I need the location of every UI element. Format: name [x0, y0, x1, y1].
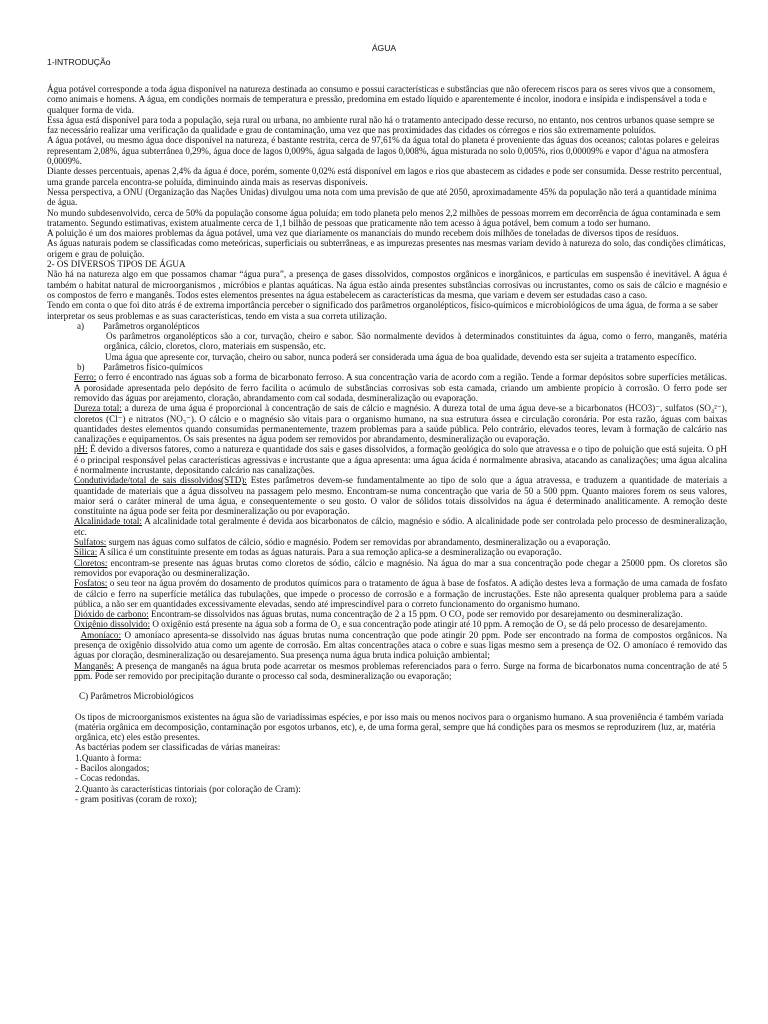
- physicochemical-term: Manganês:: [74, 660, 114, 671]
- physicochemical-list: [47, 372, 727, 681]
- physicochemical-term: Sulfatos:: [74, 537, 107, 548]
- micro-paragraph: Os tipos de microorganismos existentes na água são de variadíssimas espécies, e por isso mais ou menos nocivos para o organismo humano. A sua proveniência é também variada (matéria orgânica em decomposição, contaminação por esgotos urbanos, etc), e, de uma forma geral, sempre que há condições para os mesmos se reproduzirem (luz, ar, matéria orgânica, etc) eles estão presentes.: [75, 711, 724, 743]
- physicochemical-item: [74, 619, 727, 629]
- physicochemical-item: [74, 372, 727, 403]
- item-b: [47, 362, 727, 372]
- physicochemical-item: [74, 661, 727, 682]
- physicochemical-term: Alcalinidade total:: [74, 516, 142, 527]
- spacer: [47, 702, 727, 712]
- physicochemical-text: o ferro é encontrado nas águas sob a forma de bicarbonato ferroso. A sua concentração varia de acordo com a região. Tende a formar depósitos sobre superfícies metálicas. A porosidade apresentada pelo depósito de ferro facilita o acúmulo de substâncias corrosivas sob esta camada, criando um ambiente propício à corrosão. O ferro pode ser removido das águas por arejamento, cloração, abrandamento com cal sodada, desmineralização ou evaporação.: [74, 372, 727, 403]
- physicochemical-term: Sílica:: [74, 547, 98, 558]
- physicochemical-item: [74, 578, 727, 609]
- micro-line: 2.Quanto às características tintoriais (por coloração de Cram):: [75, 783, 301, 794]
- physicochemical-text: Encontram-se dissolvidos nas águas brutas, numa concentração de 2 a 15 ppm. O CO₂ pode ser removido por desarejamento ou desmineralização.: [148, 609, 683, 620]
- item-a-text: [47, 331, 727, 352]
- physicochemical-text: O oxigênio está presente na água sob a forma de O₂ e sua concentração pode atingir até 10 ppm. A remoção de O₂ se dá pelo processo de desarejamento.: [150, 619, 708, 630]
- item-b-label: b): [77, 362, 85, 373]
- micro-line: 1.Quanto à forma:: [75, 752, 142, 763]
- intro-paragraph: Diante desses percentuais, apenas 2,4% da água é doce, porém, somente 0,02% está disponível em lagos e rios que abastecem as cidades e pode ser consumida. Desse restrito percentual, uma grande parcela encontra-se poluída, diminuindo ainda mais as reservas disponíveis.: [47, 166, 722, 187]
- physicochemical-item: [74, 558, 727, 579]
- intro-paragraph: No mundo subdesenvolvido, cerca de 50% da população consome água poluída; em todo planeta pelo menos 2,2 milhões de pessoas morrem em decorrência de água contaminada e sem tratamento. Segundo estimativas, existem atualmente cerca de 1,1 bilhão de pessoas que praticamente não tem acesso à água potável, bem comum a todo ser humano.: [47, 207, 721, 228]
- physicochemical-text: encontram-se presente nas águas brutas como cloretos de sódio, cálcio e magnésio. Na água do mar a sua concentração pode chegar a 25000 ppm. Os cloretos são removidos por evaporação ou desmineralização.: [74, 557, 727, 578]
- document-title: ÁGUA: [371, 43, 397, 53]
- item-a-text-2: Uma água que apresente cor, turvação, cheiro ou sabor, nunca poderá ser considerada uma água de boa qualidade, devendo esta ser sujeita a tratamento específico.: [105, 351, 697, 362]
- physicochemical-term: pH:: [74, 444, 88, 455]
- physicochemical-text: Estes parâmetros devem-se fundamentalmente ao tipo de solo que a água atravessa, e traduzem a quantidade de materiais a quantidade de materiais que a água dissolveu na passagem pelo mesmo. Encontram-se numa concentração que varia de 50 a 500 ppm. Quanto maiores forem os seus valores, maior será o caráter mineral de uma água, e consequentemente o seu gosto. O valor de sólidos totais dissolvidos na água é determinado analiticamente. A remoção deste constituinte na água pode ser feita por desmineralização ou por evaporação.: [74, 475, 727, 517]
- physicochemical-item: [74, 547, 727, 557]
- item-b-title: Parâmetros físico-químicos: [103, 362, 203, 373]
- types-paragraph: Não há na natureza algo em que possamos chamar “água pura”, a presença de gases dissolvidos, compostos orgânicos e inorgânicos, e partículas em suspensão é inevitável. A água é também o habitat natural de microorganismos , micróbios e plantas aquáticas. Na água estão ainda presentes substâncias corrosivas ou incrustantes, como os sais de cálcio e magnésio e os compostos de ferro e manganês. Todos estes elementos presentes na água estabelecem as características da mesma, que variam e devem ser estudadas caso a caso.: [47, 269, 727, 300]
- physicochemical-text: O amoníaco apresenta-se dissolvido nas águas brutas numa concentração que pode atingir 20 ppm. Pode ser encontrado na forma de compostos orgânicos. Na presença de oxigênio dissolvido atua como um agente de corrosão. Em altas concentrações ataca o cobre e suas ligas mesmo sem a presença de O2. O amoníaco é removido das águas por cloração, desmineralização ou desarejamento. Sua presença numa água bruta indica poluição ambiental;: [74, 629, 727, 661]
- physicochemical-text: surgem nas águas como sulfatos de cálcio, sódio e magnésio. Podem ser removidas por abrandamento, desmineralização ou a evaporação.: [106, 537, 611, 548]
- heading-microbiological: C) Parâmetros Microbiológicos: [79, 691, 194, 702]
- physicochemical-item: [74, 403, 727, 444]
- item-a: [47, 321, 727, 331]
- physicochemical-item: [74, 630, 727, 661]
- physicochemical-text: É devido a diversos fatores, como a natureza e quantidade dos sais e gases dissolvidos, a formação geológica do solo que atravessa e o tipo de poluição que está sujeita. O pH é o principal responsável pelas características agressivas e incrustante que a água apresenta: uma água ácida é normalmente abrasiva, atacando as canalizações; uma água alcalina é normalmente incrustante, depositando calcário nas canalizações.: [74, 444, 727, 475]
- physicochemical-item: [74, 516, 727, 537]
- physicochemical-term: Amoníaco:: [80, 629, 121, 640]
- physicochemical-term: Dióxido de carbono:: [74, 609, 149, 620]
- physicochemical-term: Dureza total:: [74, 403, 122, 414]
- physicochemical-term: Condutividade/total de sais dissolvidos(STD):: [74, 475, 247, 486]
- physicochemical-text: A presença de manganês na água bruta pode acarretar os mesmos problemas referenciados para o ferro. Surge na forma de bicarbonatos numa concentração de até 5 ppm. Pode ser removido por precipitação durante o processo cal soda, desmineralização ou evaporação;: [74, 660, 727, 681]
- item-a-label: a): [77, 320, 85, 331]
- micro-line: As bactérias podem ser classificadas de várias maneiras:: [75, 742, 281, 753]
- micro-line: - gram positivas (coram de roxo);: [75, 793, 197, 804]
- physicochemical-term: Ferro:: [74, 372, 97, 383]
- physicochemical-text: A alcalinidade total geralmente é devida aos bicarbonatos de cálcio, magnésio e sódio. A alcalinidade pode ser controlada pelo processo de desmineralização, etc.: [74, 516, 728, 537]
- micro-line: - Bacilos alongados;: [75, 763, 150, 773]
- physicochemical-text: a dureza de uma água é proporcional à concentração de sais de cálcio e magnésio. A dureza total de uma água deve-se a bicarbonatos (HCO3)⁻, sulfatos (SO₄²⁻), cloretos (Cl⁻) e nitratos (NO₃⁻). O cálcio e o magnésio são vitais para o organismo humano, na sua estrutura óssea e circulação coronária. Por esta razão, águas com baixas quantidades destes elementos quando consumidas permanentemente, trazem problemas para a saúde pública. Pelo contrário, elevados teores, levam à formação de calcário nas canalizações e equipamentos. Os sais presentes na água podem ser removidos por abrandamento, desmineralização ou evaporação.: [74, 403, 727, 445]
- physicochemical-term: Cloretos:: [74, 557, 108, 568]
- item-a-text-1: Os parâmetros organolépticos são a cor, turvação, cheiro e sabor. São normalmente devidos à determinados constituintes da água, como o ferro, manganês, matéria orgânica, cálcio, cloretos, cloro, materiais em suspensão, etc.: [104, 331, 727, 352]
- item-indent: [74, 630, 81, 640]
- intro-paragraph: Essa água está disponível para toda a população, seja rural ou urbana, no ambiente rural não há o tratamento antecipado desse recurso, no entanto, nos centros urbanos quase sempre se faz necessário realizar uma verificação da qualidade e grau de contaminação, uma vez que nas proximidades das cidades os córregos e rios são extremamente poluídos.: [47, 114, 715, 136]
- physicochemical-item: [74, 444, 727, 475]
- intro-paragraph: As águas naturais podem se classificadas como meteóricas, superficiais ou subterrâneas, e as impurezas presentes nas mesmas variam devido à natureza do solo, das condições climáticas, origem e grau de poluição.: [47, 238, 726, 259]
- micro-section: [47, 712, 727, 805]
- spacer: [47, 681, 727, 691]
- intro-paragraph: Nessa perspectiva, a ONU (Organização das Nações Unidas) divulgou uma nota com uma previsão de que até 2050, aproximadamente 45% da população não terá a quantidade mínima de água.: [47, 186, 717, 208]
- heading-types: 2- OS DIVERSOS TIPOS DE ÁGUA: [47, 259, 186, 270]
- item-a-text: [47, 352, 727, 362]
- physicochemical-term: Fosfatos:: [74, 578, 108, 589]
- physicochemical-item: [74, 609, 727, 619]
- physicochemical-item: [74, 475, 727, 516]
- physicochemical-term: Oxigênio dissolvido:: [74, 619, 151, 630]
- physicochemical-text: A sílica é um constituinte presente em todas as águas naturais. Para a sua remoção aplica-se a desmineralização ou evaporação.: [97, 547, 562, 558]
- physicochemical-item: [74, 537, 727, 547]
- physicochemical-text: o seu teor na água provém do dosamento de produtos químicos para o tratamento de água à base de fosfatos. A adição destes leva a formação de uma camada de fosfato de cálcio e ferro na superfície metálica das tubulações, que impede o processo de corrosão e a formação de incrustações. Este não apresenta qualquer problema para a saúde pública, a não ser em quantidades excessivamente elevadas, sendo até imprescindível para o correto funcionamento do organismo humano.: [74, 578, 727, 609]
- item-a-title: Parâmetros organolépticos: [103, 320, 200, 331]
- micro-line: - Cocas redondas.: [75, 773, 140, 784]
- intro-paragraph: A poluição é um dos maiores problemas da água potável, uma vez que diariamente os mananciais do mundo recebem dois milhões de toneladas de diversos tipos de resíduos.: [47, 228, 679, 239]
- intro-paragraph: A água potável, ou mesmo água doce disponível na natureza, é bastante restrita, cerca de 97,61% da água total do planeta é proveniente das águas dos oceanos; calotas polares e geleiras representam 2,08%, água subterrânea 0,29%, água doce de lagos 0,009%, água salgada de lagos 0,008%, água misturada no solo 0,005%, rios 0,00009% e vapor d’água na atmosfera 0,0009%.: [47, 135, 720, 167]
- heading-introduction: 1-INTRODUÇÃo: [47, 57, 111, 67]
- document-body: [47, 84, 727, 804]
- intro-paragraph: Água potável corresponde a toda água disponível na natureza destinada ao consumo e possui características e substâncias que não oferecem riscos para os seres vivos que a consomem, como animais e homens. A água, em condições normais de temperatura e pressão, predomina em estado líquido e aparentemente é incolor, inodora e insípida e indispensável a toda e qualquer forma de vida.: [47, 84, 716, 115]
- types-paragraph: Tendo em conta o que foi dito atrás é de extrema importância perceber o significado dos parâmetros organolépticos, físico-químicos e microbiológicos de uma água, de forma a se saber interpretar os seus problemas e as suas características, tendo em vista a sua correta utilização.: [47, 300, 718, 321]
